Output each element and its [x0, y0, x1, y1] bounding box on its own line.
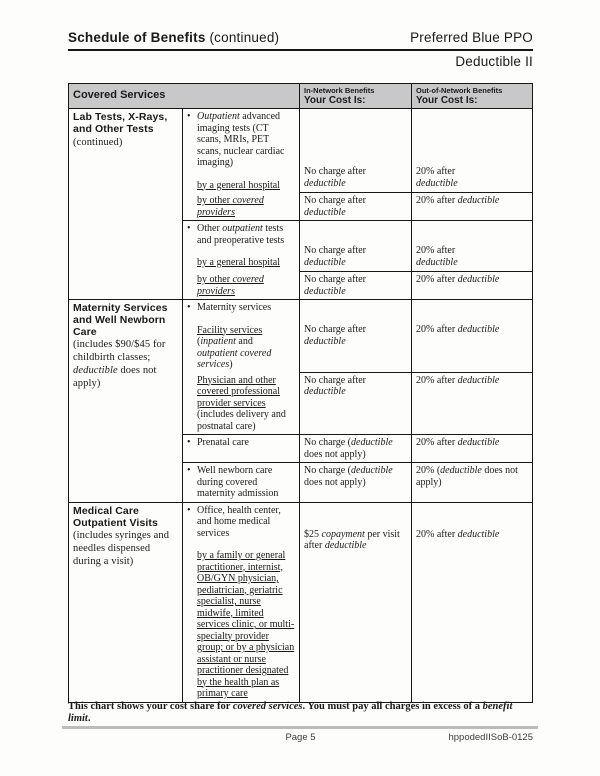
- plan-name: Preferred Blue PPO: [410, 30, 533, 45]
- in-network-cost-cell: No charge after deductible: [300, 272, 412, 299]
- physician-services-label: Physician and other covered professional provider services (includes delivery and postnatal care): [197, 374, 286, 432]
- lab-other-tests-cell: [183, 221, 300, 272]
- by-general-hospital-label: by a general hospital: [197, 257, 281, 268]
- out-network-cost-cell: 20% after deductible: [412, 300, 532, 373]
- bullet-icon: •: [187, 111, 191, 122]
- footer-divider: [62, 726, 538, 729]
- header-in-network-line1: In-Network Benefits: [304, 86, 375, 95]
- well-newborn-cell: [183, 463, 300, 502]
- row-group-maternity: [69, 300, 532, 503]
- header-out-network-line2: Your Cost Is:: [416, 95, 478, 106]
- table-header-row: [69, 84, 532, 109]
- maternity-bullet-text: Maternity services: [197, 302, 272, 313]
- row-group-medical-care: [69, 503, 532, 702]
- in-network-cost-cell: No charge after deductible: [300, 300, 412, 373]
- imaging-bullet-text: Outpatient advanced imaging tests (CT scans, MRIs, PET scans, nuclear cardiac imaging): [197, 111, 285, 168]
- out-network-cost-cell: 20% (deductible does not apply): [416, 465, 518, 488]
- out-network-cost-cell: 20% after deductible: [412, 373, 532, 436]
- in-network-cost-cell: No charge after deductible: [300, 109, 412, 193]
- out-network-cost-cell: 20% after deductible: [412, 193, 532, 221]
- out-network-cost-cell: 20% after deductible: [412, 435, 532, 463]
- providers-detail-label: by a family or general practitioner, internist, OB/GYN physician, pediatrician, geriatric specialist, nurse midwife, limited services clinic, or multi-specialty provider group; or by a physician assistant or nurse practitioner designated by the health plan as primary care: [197, 550, 295, 699]
- by-general-hospital-label: by a general hospital: [197, 179, 281, 191]
- header-in-network: [300, 84, 412, 108]
- in-network-cost-cell: No charge after deductible: [300, 193, 412, 221]
- medical-office-cell: [183, 503, 300, 702]
- plan-variant: Deductible II: [455, 54, 533, 69]
- out-network-cost-cell: 20% after deductible: [416, 274, 500, 285]
- header-out-network-line1: Out-of-Network Benefits: [416, 86, 503, 95]
- bullet-icon: •: [187, 302, 191, 313]
- in-network-cost-cell: $25 copayment per visit after deductible: [300, 503, 412, 702]
- bullet-icon: •: [187, 465, 191, 476]
- office-bullet-text: Office, health center, and home medical services: [197, 504, 281, 539]
- cost-share-note: This chart shows your cost share for covered services. You must pay all charges in excess of a benefit limit.: [68, 701, 513, 724]
- out-network-cost-cell: 20% after deductible: [412, 109, 532, 193]
- lab-other-providers-cell: [183, 193, 300, 221]
- medical-care-title-cell: Medical Care Outpatient Visits (includes syringes and needles dispensed during a visit): [69, 503, 183, 702]
- by-other-covered-label: by other covered providers: [197, 274, 264, 297]
- header-covered-services: Covered Services: [69, 84, 300, 108]
- lab-tests-title-cell: Lab Tests, X-Rays, and Other Tests (continued): [69, 109, 183, 299]
- row-group-lab-tests: [69, 109, 532, 300]
- newborn-bullet-text: Well newborn care during covered maternity admission: [197, 465, 279, 499]
- header-in-network-line2: Your Cost Is:: [304, 95, 366, 106]
- bullet-icon: •: [187, 437, 191, 448]
- page-title: Schedule of Benefits (continued): [68, 30, 280, 45]
- page-footer: [68, 732, 533, 743]
- in-network-cost-cell: No charge (deductible does not apply): [300, 463, 412, 502]
- in-network-cost-cell: No charge after deductible: [300, 221, 412, 272]
- bullet-icon: •: [187, 223, 191, 234]
- in-network-cost-cell: No charge (deductible does not apply): [300, 435, 412, 463]
- out-network-cost-cell: 20% after deductible: [412, 221, 532, 272]
- prenatal-bullet-text: Prenatal care: [197, 437, 249, 448]
- page-number: Page 5: [285, 732, 316, 743]
- lab-other-providers-cell: [183, 272, 300, 299]
- page-header: [68, 30, 533, 51]
- by-other-covered-label: by other covered providers: [197, 195, 264, 218]
- other-tests-bullet-text: Other outpatient tests and preoperative tests: [197, 223, 285, 246]
- maternity-physician-cell: [183, 373, 300, 436]
- out-network-cost-cell: 20% after deductible: [416, 528, 500, 540]
- bullet-icon: •: [187, 504, 191, 516]
- maternity-title-cell: Maternity Services and Well Newborn Care (includes $90/$45 for childbirth classes; deductible does not apply): [69, 300, 183, 502]
- benefits-table: [68, 83, 533, 703]
- lab-imaging-service-cell: [183, 109, 300, 193]
- in-network-cost-cell: No charge after deductible: [300, 373, 412, 436]
- header-out-network: [412, 84, 532, 108]
- prenatal-care-cell: [183, 435, 300, 463]
- facility-services-label: Facility services (inpatient and outpatient covered services): [197, 324, 272, 370]
- document-code: hppodedIISoB-0125: [448, 732, 533, 743]
- maternity-facility-cell: [183, 300, 300, 373]
